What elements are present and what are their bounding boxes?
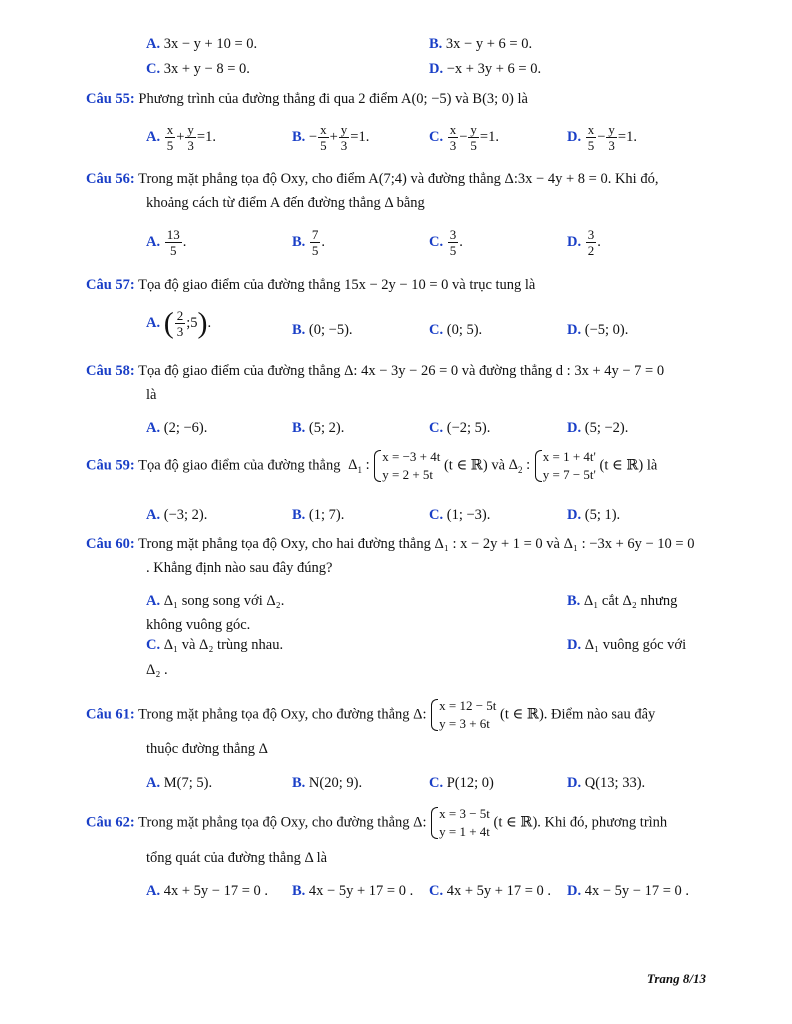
q57-option-b: B. (0; −5). bbox=[292, 322, 353, 338]
question-60: Câu 60: Trong mặt phẳng tọa độ Oxy, cho hai đường thẳng Δ₁ : x − 2y + 1 = 0 và Δ₁ : −3x + 6y − 10 = 0 bbox=[86, 536, 695, 552]
question-57: Câu 57: Tọa độ giao điểm của đường thẳng 15x − 2y − 10 = 0 và trục tung là bbox=[86, 277, 536, 293]
q55-option-b: B. − $\frac{x}{5}$ + $\frac{y}{3}$ =1. bbox=[292, 122, 370, 153]
q58-option-d: D. (5; −2). bbox=[567, 420, 629, 436]
question-55: Câu 55: Phương trình của đường thẳng đi qua 2 điểm A(0; −5) và B(3; 0) là bbox=[86, 91, 528, 107]
q56-option-c: C. $\frac{3}{5}$ . bbox=[429, 227, 463, 258]
q55-option-c: C. $\frac{x}{3}$ − $\frac{y}{5}$ =1. bbox=[429, 122, 499, 153]
q62-option-c: C. 4x + 5y + 17 = 0 . bbox=[429, 883, 552, 899]
q54-option-b: B. 3x − y + 6 = 0. bbox=[429, 36, 533, 52]
q60-option-c: C. Δ₁ và Δ₂ trùng nhau. bbox=[146, 637, 284, 653]
q60-option-a: A. Δ₁ song song với Δ₂. bbox=[146, 593, 285, 609]
q54-option-d: D. −x + 3y + 6 = 0. bbox=[429, 61, 542, 77]
q62-option-b: B. 4x − 5y + 17 = 0 . bbox=[292, 883, 414, 899]
page-number: Trang 8/13 bbox=[646, 971, 706, 986]
q60-option-d-cont: Δ₂ . bbox=[146, 662, 168, 678]
q60-option-d: D. Δ₁ vuông góc với bbox=[567, 637, 687, 653]
system-q62: x = 3 − 5t y = 1 + 4t bbox=[430, 805, 490, 841]
question-60-line2: . Khẳng định nào sau đây đúng? bbox=[146, 560, 333, 576]
q55-option-d: D. $\frac{x}{5}$ − $\frac{y}{3}$ =1. bbox=[567, 122, 637, 153]
q58-option-b: B. (5; 2). bbox=[292, 420, 345, 436]
q61-option-a: A. M(7; 5). bbox=[146, 775, 213, 791]
q54-option-a: A. 3x − y + 10 = 0. bbox=[146, 36, 258, 52]
q61-option-b: B. N(20; 9). bbox=[292, 775, 363, 791]
q56-option-d: D. $\frac{3}{2}$ . bbox=[567, 227, 601, 258]
q59-option-b: B. (1; 7). bbox=[292, 507, 345, 523]
q54-option-c: C. 3x + y − 8 = 0. bbox=[146, 61, 250, 77]
question-61: Câu 61: Trong mặt phẳng tọa độ Oxy, cho đường thẳng Δ: x = 12 − 5t y = 3 + 6t (t ∈ ℝ). Điểm nào sau đây bbox=[86, 698, 656, 731]
question-56-line2: khoảng cách từ điểm A đến đường thẳng Δ bằng bbox=[146, 195, 425, 211]
q56-option-b: B. $\frac{7}{5}$ . bbox=[292, 227, 326, 258]
question-58: Câu 58: Tọa độ giao điểm của đường thẳng Δ: 4x − 3y − 26 = 0 và đường thẳng d : 3x + 4y − 7 = 0 bbox=[86, 363, 665, 379]
q59-option-a: A. (−3; 2). bbox=[146, 507, 208, 523]
question-61-line2: thuộc đường thẳng Δ bbox=[146, 741, 268, 757]
q61-option-d: D. Q(13; 33). bbox=[567, 775, 646, 791]
system-delta1: x = −3 + 4t y = 2 + 5t bbox=[373, 448, 440, 484]
q61-option-c: C. P(12; 0) bbox=[429, 775, 494, 791]
q59-option-d: D. (5; 1). bbox=[567, 507, 621, 523]
question-56: Câu 56: Trong mặt phẳng tọa độ Oxy, cho điểm A(7;4) và đường thẳng Δ:3x − 4y + 8 = 0. Khi đó, bbox=[86, 171, 659, 187]
q56-option-a: A. $\frac{13}{5}$ . bbox=[146, 227, 187, 258]
q60-option-b-cont: không vuông góc. bbox=[146, 617, 251, 633]
system-delta2: x = 1 + 4t' y = 7 − 5t' bbox=[534, 448, 596, 484]
q59-option-c: C. (1; −3). bbox=[429, 507, 491, 523]
question-59: Câu 59: Tọa độ giao điểm của đường thẳng $\Delta_1$ : x = −3 + 4t y = 2 + 5t (t ∈ ℝ) và $\Delta_2$ : x = 1 + 4t' y = 7 − 5t' (t ∈ ℝ) là bbox=[86, 449, 658, 482]
q62-option-a: A. 4x + 5y − 17 = 0 . bbox=[146, 883, 269, 899]
q55-option-a: A. $\frac{x}{5}$ + $\frac{y}{3}$ =1. bbox=[146, 122, 216, 153]
q60-option-b: B. Δ₁ cắt Δ₂ nhưng bbox=[567, 593, 678, 609]
q57-option-c: C. (0; 5). bbox=[429, 322, 483, 338]
question-58-line2: là bbox=[146, 387, 157, 403]
q57-option-d: D. (−5; 0). bbox=[567, 322, 629, 338]
system-q61: x = 12 − 5t y = 3 + 6t bbox=[430, 697, 496, 733]
q62-option-d: D. 4x − 5y − 17 = 0 . bbox=[567, 883, 690, 899]
q58-option-a: A. (2; −6). bbox=[146, 420, 208, 436]
q57-option-a: A. ( $\frac{2}{3}$ ;5). bbox=[146, 306, 212, 340]
q58-option-c: C. (−2; 5). bbox=[429, 420, 491, 436]
question-62: Câu 62: Trong mặt phẳng tọa độ Oxy, cho đường thẳng Δ: x = 3 − 5t y = 1 + 4t (t ∈ ℝ). Khi đó, phương trình bbox=[86, 806, 668, 839]
question-62-line2: tổng quát của đường thẳng Δ là bbox=[146, 850, 328, 866]
